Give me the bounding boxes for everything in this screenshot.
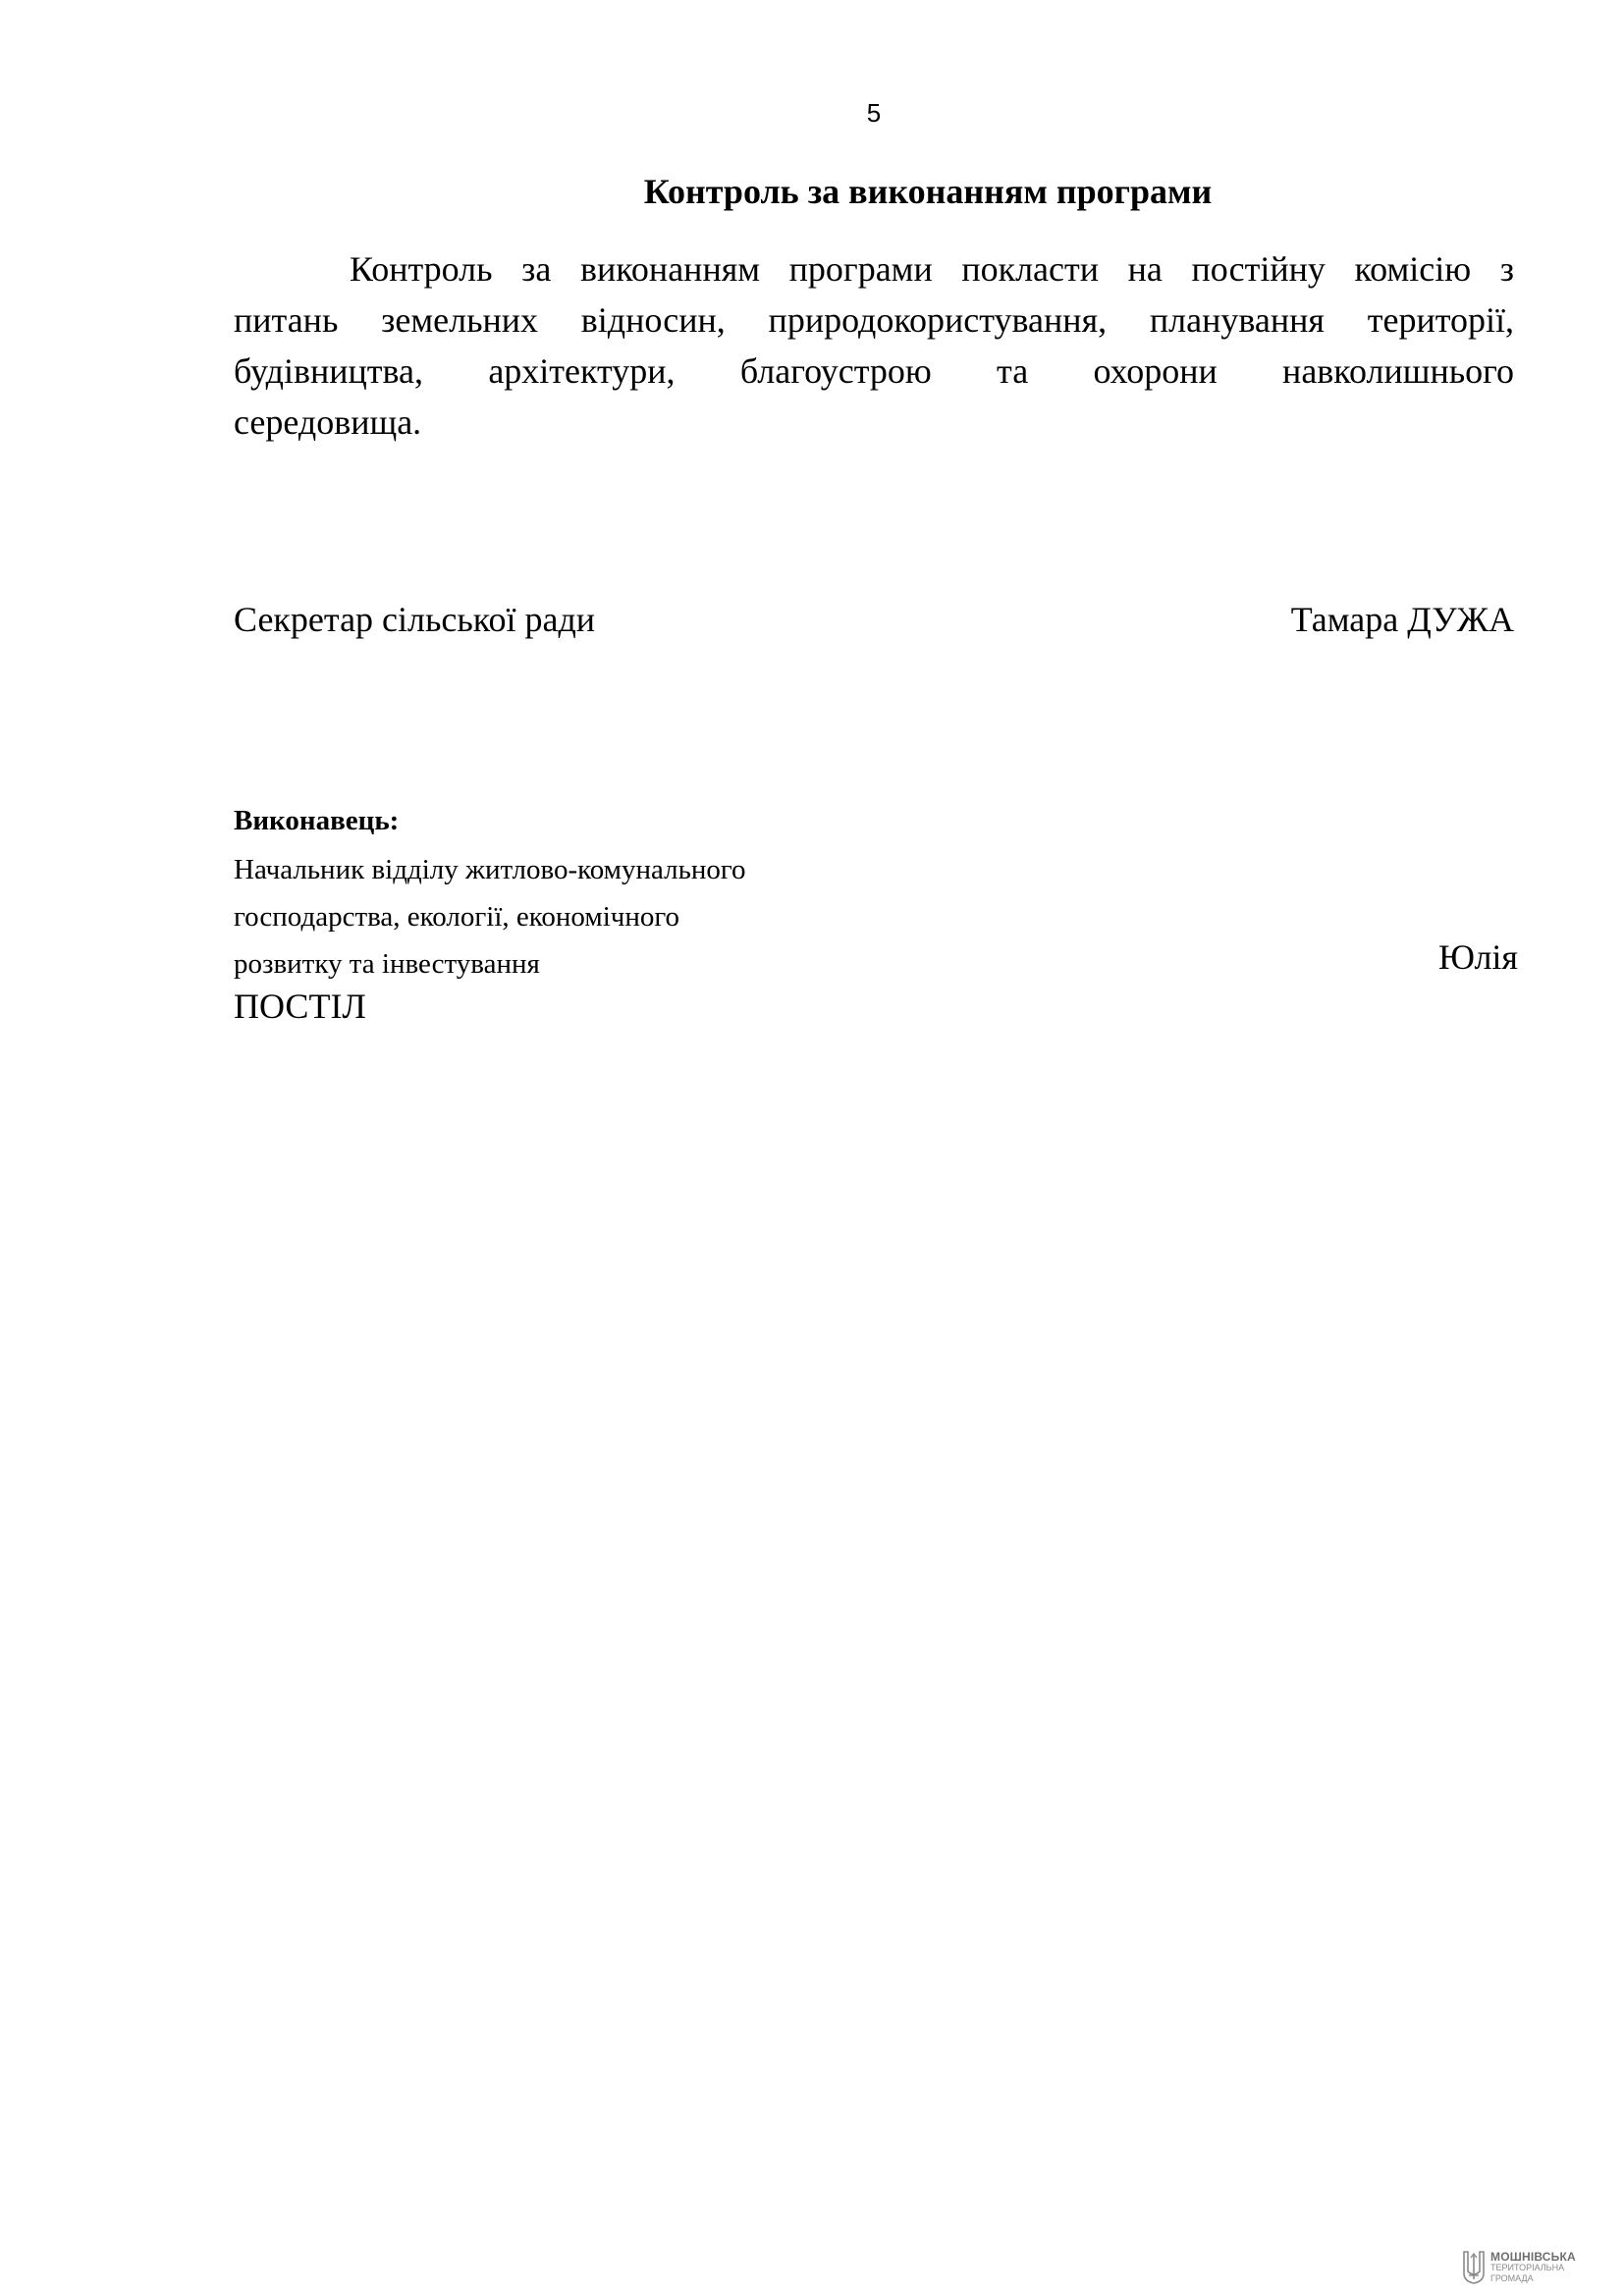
body-line: середовища. (234, 402, 422, 442)
community-logo (1463, 2245, 1610, 2290)
executor-label: Виконавець: (234, 805, 400, 836)
executor-position-line: розвитку та інвестування (234, 948, 540, 980)
logo-text (1490, 2249, 1576, 2284)
logo-line: МОШНІВСЬКА (1490, 2249, 1576, 2264)
section-heading: Контроль за виконанням програми (643, 172, 1213, 211)
executor-position (234, 846, 746, 988)
logo-line: ГРОМАДА (1490, 2272, 1534, 2283)
logo-line: ТЕРИТОРІАЛЬНА (1490, 2262, 1565, 2272)
executor-surname: ПОСТІЛ (234, 987, 366, 1026)
executor-first-name: Юлія (1437, 937, 1518, 977)
executor-position-line: Начальник відділу житлово-комунального (234, 854, 746, 885)
body-line: Контроль за виконанням програми покласти на постійну комісію з (350, 249, 1514, 289)
executor-position-line: господарства, екології, економічного (234, 901, 680, 933)
body-paragraph (234, 243, 1514, 448)
signature-name: Тамара ДУЖА (1290, 600, 1514, 639)
trident-icon (1463, 2250, 1485, 2285)
body-line: будівництва, архітектури, благоустрою та охорони навколишнього (234, 351, 1514, 391)
body-line: питань земельних відносин, природокористування, планування території, (234, 300, 1514, 340)
signature-position: Секретар сільської ради (234, 600, 596, 639)
page-number: 5 (866, 98, 882, 128)
